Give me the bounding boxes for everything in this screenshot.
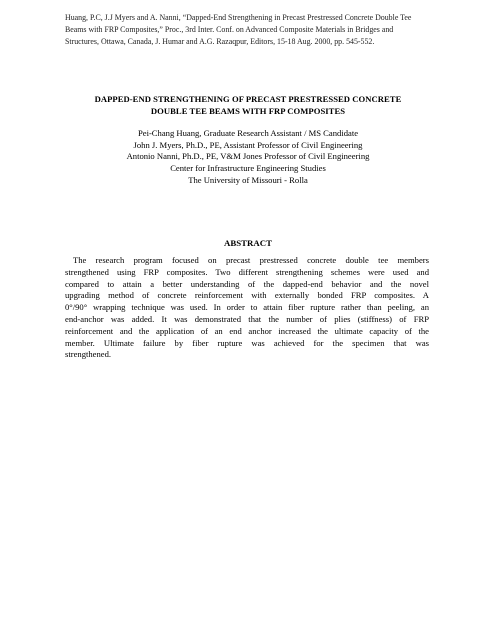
title-line: DAPPED-END STRENGTHENING OF PRECAST PRESTRESSED CONCRETE — [94, 94, 402, 104]
affiliation-line: The University of Missouri - Rolla — [188, 174, 308, 185]
paper-title — [60, 94, 436, 118]
abstract-line: end-anchor was added. It was demonstrated that the number of plies (stiffness) of FRP — [65, 313, 429, 324]
abstract-line: upgrading method of concrete reinforcement with externally bonded FRP composites. A — [65, 290, 429, 301]
citation-line: Huang, P.C, J.J Myers and A. Nanni, “Dapped-End Strengthening in Precast Prestressed Concrete Double Tee — [65, 13, 412, 22]
author-line: John J. Myers, Ph.D., PE, Assistant Professor of Civil Engineering — [133, 139, 363, 150]
abstract-line: compared to attain a better understanding of the dapped-end behavior and the novel — [65, 278, 429, 289]
abstract-heading: ABSTRACT — [224, 238, 272, 248]
author-line: Antonio Nanni, Ph.D., PE, V&M Jones Professor of Civil Engineering — [126, 151, 370, 162]
author-line: Pei-Chang Huang, Graduate Research Assistant / MS Candidate — [137, 128, 359, 138]
affiliation-line: Center for Infrastructure Engineering Studies — [170, 163, 326, 174]
abstract-line: strengthened using FRP composites. Two different strengthening schemes were used and — [65, 266, 429, 277]
abstract-line: The research program focused on precast prestressed concrete double tee members — [73, 255, 429, 265]
author-block — [60, 128, 436, 187]
title-line: DOUBLE TEE BEAMS WITH FRP COMPOSITES — [150, 105, 346, 116]
abstract-body — [65, 255, 429, 361]
abstract-line: reinforcement and the application of an end anchor increased the ultimate capacity of the — [65, 325, 429, 336]
abstract-line: 0°/90° wrapping technique was used. In order to attain fiber rupture rather than peeling, an — [65, 302, 429, 313]
citation-line: Beams with FRP Composites,” Proc., 3rd Inter. Conf. on Advanced Composite Materials in Bridges and — [65, 25, 394, 35]
citation-header — [65, 12, 415, 49]
citation-line: Structures, Ottawa, Canada, J. Humar and A.G. Razaqpur, Editors, 15-18 Aug. 2000, pp. 545-552. — [65, 37, 375, 47]
abstract-line: member. Ultimate failure by fiber rupture was achieved for the specimen that was — [65, 337, 429, 348]
abstract-line: strengthened. — [65, 349, 112, 360]
